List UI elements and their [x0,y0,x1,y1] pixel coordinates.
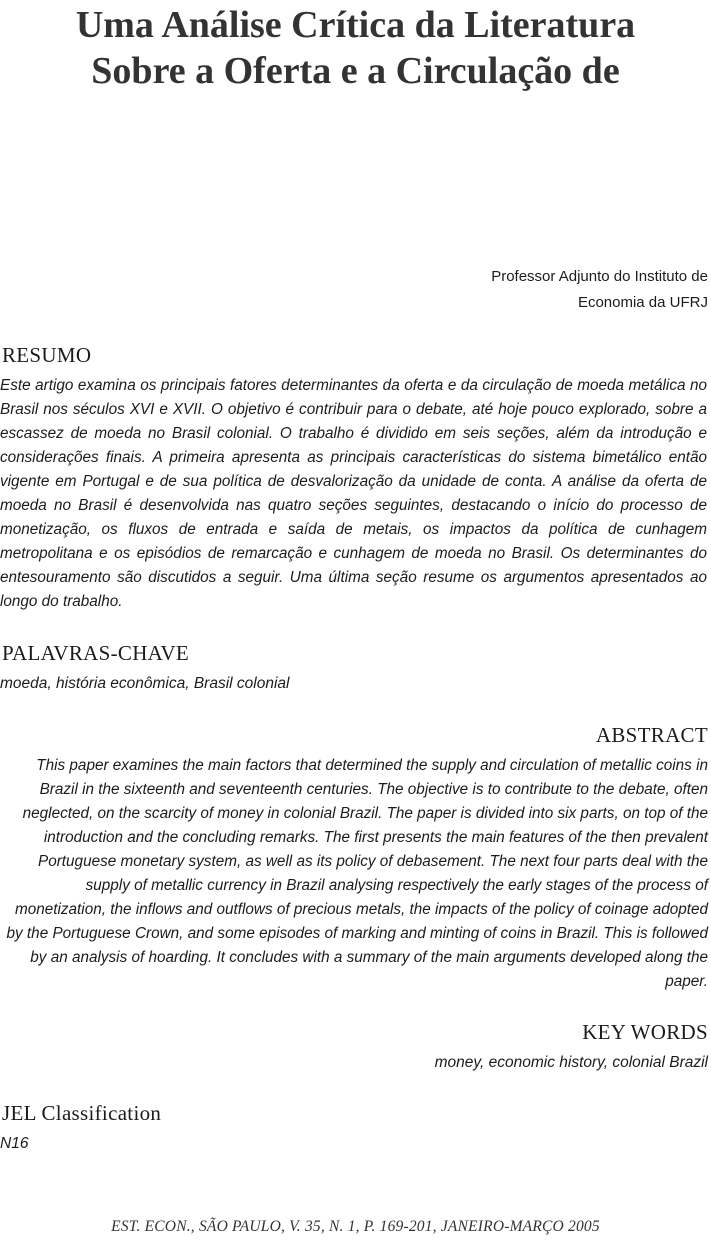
journal-footer: EST. ECON., SÃO PAULO, V. 35, N. 1, P. 169-201, JANEIRO-MARÇO 2005 [111,1218,600,1235]
title-line-1: Uma Análise Crítica da Literatura [75,4,636,46]
affiliation-line-2: Economia da UFRJ [577,294,708,311]
palavras-chave-heading: PALAVRAS-CHAVE [2,641,190,665]
affiliation-line-1: Professor Adjunto do Instituto de [491,268,708,285]
title-line-2: Sobre a Oferta e a Circulação de [91,50,620,92]
author-affiliation [308,264,708,316]
key-words-text: money, economic history, colonial Brazil [434,1054,708,1071]
article-title [0,2,711,94]
jel-heading: JEL Classification [2,1101,162,1125]
jel-code: N16 [0,1135,29,1152]
key-words-heading: KEY WORDS [582,1020,708,1044]
resumo-heading: RESUMO [2,343,92,367]
resumo-text: Este artigo examina os principais fatores determinantes da oferta e da circulação de moeda metálica no Brasil nos séculos XVI e XVII. O objetivo é contribuir para o debate, até hoje pouco explorado, sobre a escassez de moeda no Brasil colonial. O trabalho é dividido em seis seções, além da introdução e considerações finais. A primeira apresenta as principais características do sistema bimetálico então vigente em Portugal e de sua política de desvalorização da unidade de conta. A análise da oferta de moeda no Brasil é desenvolvida nas quatro seções seguintes, destacando o início do processo de monetização, os fluxos de entrada e saída de metais, os impactos da política de cunhagem metropolitana e os episódios de remarcação e cunhagem de moeda no Brasil. Os determinantes do entesouramento são discutidos a seguir. Uma última seção resume os argumentos apresentados ao longo do trabalho. [0,377,707,610]
abstract-heading: ABSTRACT [595,723,708,747]
palavras-chave-text: moeda, história econômica, Brasil colonial [0,675,290,692]
abstract-text: This paper examines the main factors that determined the supply and circulation of metallic coins in Brazil in the sixteenth and seventeenth centuries. The objective is to contribute to the debate, often neglected, on the scarcity of money in colonial Brazil. The paper is divided into six parts, on top of the introduction and the concluding remarks. The first presents the main features of the then prevalent Portuguese monetary system, as well as its policy of debasement. The next four parts deal with the supply of metallic currency in Brazil analysing respectively the early stages of the process of monetization, the inflows and outflows of precious metals, the impacts of the policy of coinage adopted by the Portuguese Crown, and some episodes of marking and minting of coins in Brazil. This is followed by an analysis of hoarding. It concludes with a summary of the main arguments developed along the paper. [6,757,708,990]
